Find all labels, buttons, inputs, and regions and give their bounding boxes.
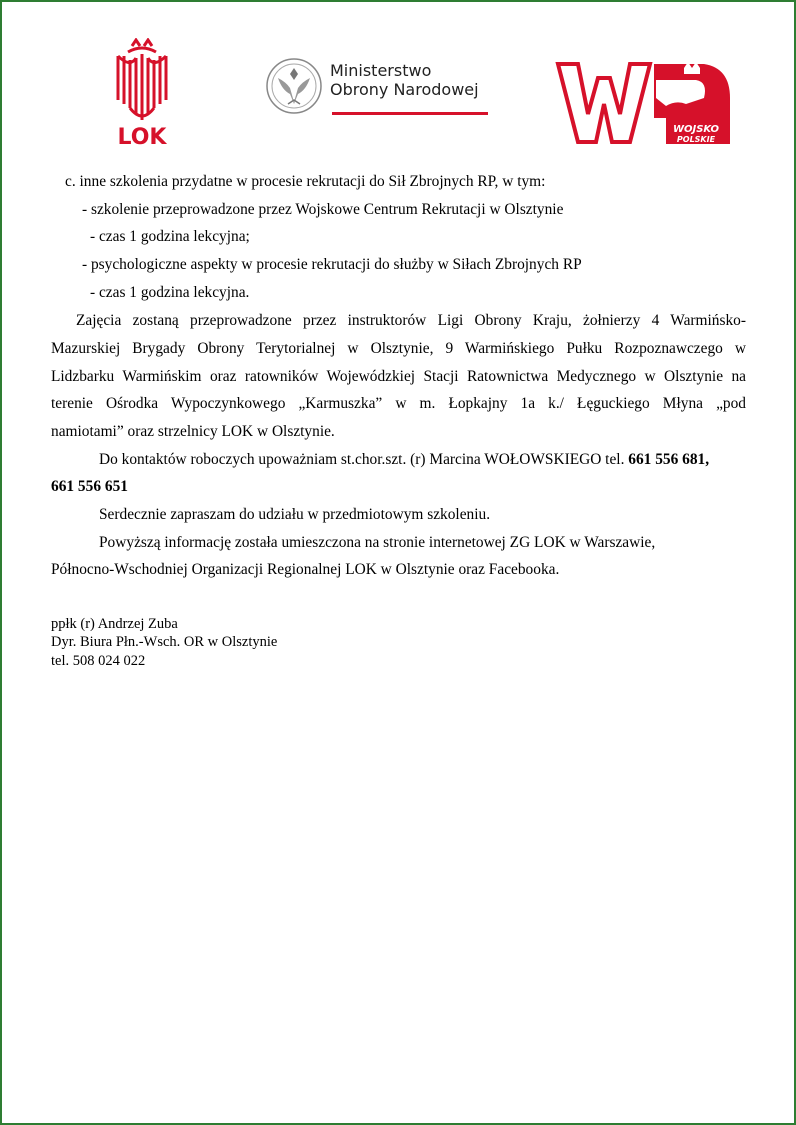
lok-eagle-icon	[110, 38, 174, 150]
ministry-logo	[264, 56, 494, 118]
paragraph-1-line-4: terenie Ośrodka Wypoczynkowego „Karmuszka” w m. Łopkajny 1a k./ Łęguckiego Młyna „pod	[51, 395, 746, 412]
paragraph-1-line-1: Zajęcia zostaną przeprowadzone przez instruktorów Ligi Obrony Kraju, żołnierzy 4 Warmińsko-	[76, 312, 746, 329]
contact-phone-2: 661 556 651	[51, 478, 128, 495]
contact-phone-1: 661 556 681,	[628, 451, 710, 468]
signature-name: ppłk (r) Andrzej Zuba	[51, 616, 178, 632]
sub-item-2-time: - czas 1 godzina lekcyjna.	[90, 284, 250, 301]
sub-item-2: - psychologiczne aspekty w procesie rekrutacji do służby w Siłach Zbrojnych RP	[82, 256, 582, 273]
ministry-line-2: Obrony Narodowej	[330, 80, 479, 99]
lok-logo-text: LOK	[117, 125, 167, 150]
info-line-2: Północno-Wschodniej Organizacji Regionalnej LOK w Olsztynie oraz Facebooka.	[51, 561, 560, 578]
invitation: Serdecznie zapraszam do udziału w przedmiotowym szkoleniu.	[99, 506, 491, 523]
signature-phone: tel. 508 024 022	[51, 653, 146, 669]
lok-logo	[110, 38, 174, 150]
contact-text: Do kontaktów roboczych upoważniam st.chor.szt. (r) Marcina WOŁOWSKIEGO tel.	[99, 451, 625, 468]
signature-position: Dyr. Biura Płn.-Wsch. OR w Olsztynie	[51, 634, 278, 650]
paragraph-1-line-3: Lidzbarku Warmińskim oraz ratowników Wojewódzkiej Stacji Ratownictwa Medycznego w Olsztynie na	[51, 368, 746, 385]
ministry-eagle-icon	[264, 56, 324, 116]
ministry-red-bar	[332, 112, 488, 115]
wp-logo-icon	[554, 58, 734, 148]
wojsko-polskie-logo	[554, 58, 734, 148]
ministry-name	[330, 61, 479, 99]
wp-logo-line-1: WOJSKO	[672, 124, 720, 135]
contact-line	[99, 450, 709, 470]
sub-item-1-time: - czas 1 godzina lekcyjna;	[90, 228, 250, 245]
wp-logo-line-2: POLSKIE	[676, 135, 716, 144]
contact-line-2	[51, 477, 128, 497]
info-line-1: Powyższą informację została umieszczona na stronie internetowej ZG LOK w Warszawie,	[99, 534, 656, 551]
ministry-line-1: Ministerstwo	[330, 61, 432, 80]
paragraph-1-line-5: namiotami” oraz strzelnicy LOK w Olsztynie.	[51, 423, 335, 440]
sub-item-1: - szkolenie przeprowadzone przez Wojskowe Centrum Rekrutacji w Olsztynie	[82, 201, 564, 218]
paragraph-1-line-2: Mazurskiej Brygady Obrony Terytorialnej w Olsztynie, 9 Warmińskiego Pułku Rozpoznawczego w	[51, 340, 746, 357]
item-c: c. inne szkolenia przydatne w procesie rekrutacji do Sił Zbrojnych RP, w tym:	[65, 173, 546, 190]
